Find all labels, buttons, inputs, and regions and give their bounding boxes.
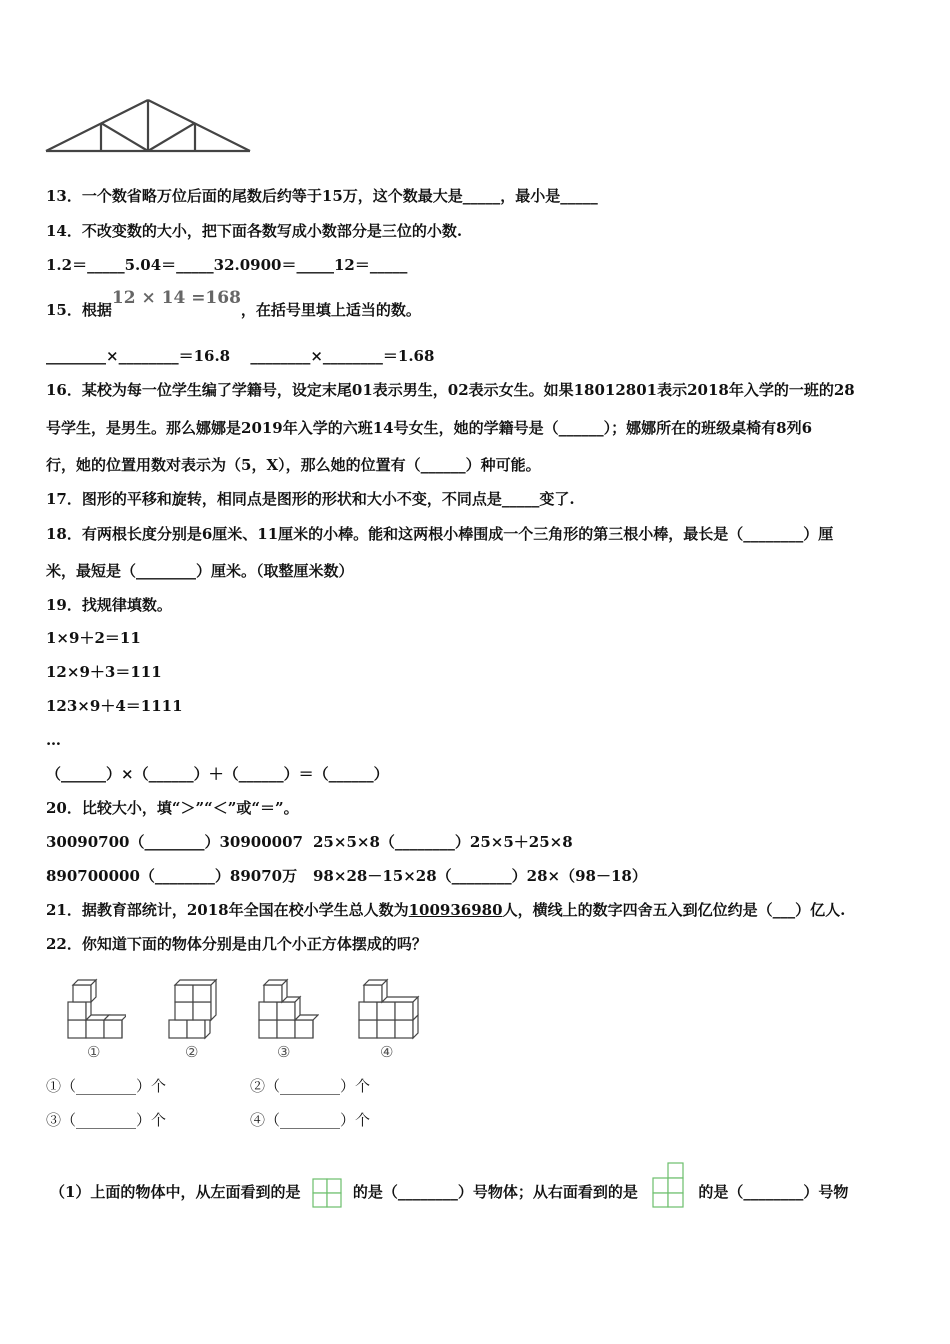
question-18-line2: 米，最短是（________）厘米。（取整厘米数） — [46, 562, 354, 580]
question-21 — [46, 900, 845, 920]
question-13: 13．一个数省略万位后面的尾数后约等于15万，这个数最大是_____，最小是_____ — [46, 187, 598, 205]
left-view-shape — [312, 1178, 342, 1208]
question-14-items: 1.2＝_____5.04＝_____32.0900＝_____12＝_____ — [46, 256, 408, 274]
cube-label-2: ② — [185, 1043, 199, 1061]
question-14: 14．不改变数的大小，把下面各数写成小数部分是三位的小数. — [46, 222, 463, 240]
q15-formula: 12 × 14 =168 — [111, 288, 241, 308]
q15-prefix: 15．根据 — [46, 301, 112, 319]
question-19-title: 19．找规律填数。 — [46, 596, 172, 614]
cube-figure-2 — [165, 972, 221, 1042]
question-20-c: 890700000（________）89070万 — [46, 867, 298, 885]
question-19-row5: （______）×（______）＋（______）＝（______） — [46, 765, 389, 783]
answer-1: ①（________）个 — [46, 1077, 167, 1095]
question-15 — [46, 288, 421, 320]
right-view-shape — [651, 1162, 685, 1208]
question-16-line1: 16．某校为每一位学生编了学籍号，设定末尾01表示男生，02表示女生。如果18012801表示2018年入学的一班的28 — [46, 381, 855, 399]
question-19-row3: 123×9＋4＝1111 — [46, 697, 183, 715]
question-19-row4: … — [46, 731, 61, 749]
q22-p1-c: 的是（________）号物 — [698, 1183, 849, 1201]
question-19-row2: 12×9＋3＝111 — [46, 663, 162, 681]
question-22-title: 22．你知道下面的物体分别是由几个小正方体摆成的吗？ — [46, 935, 427, 953]
cube-figure-4 — [355, 972, 423, 1042]
q22-p1-a: （1）上面的物体中，从左面看到的是 — [50, 1183, 301, 1201]
question-20-a: 30090700（________）30900007 — [46, 833, 303, 851]
question-20-b: 25×5×8（________）25×5＋25×8 — [313, 833, 573, 851]
question-16-line2: 号学生，是男生。那么娜娜是2019年入学的六班14号女生，她的学籍号是（______）；娜娜所在的班级桌椅有8列6 — [46, 419, 813, 437]
cube-figure-3 — [255, 972, 319, 1042]
cube-label-4: ④ — [380, 1043, 394, 1061]
q21-suffix: 人，横线上的数字四舍五入到亿位约是（___）亿人. — [502, 901, 846, 919]
question-19-row1: 1×9＋2＝11 — [46, 629, 141, 647]
answer-2: ②（________）个 — [250, 1077, 371, 1095]
question-20-d: 98×28－15×28（________）28×（98－18） — [313, 867, 647, 885]
answer-3: ③（________）个 — [46, 1111, 167, 1129]
q21-number: 100936980 — [408, 901, 503, 919]
q15-suffix: ，在括号里填上适当的数。 — [240, 301, 421, 319]
question-17: 17．图形的平移和旋转，相同点是图形的形状和大小不变，不同点是_____变了. — [46, 490, 575, 508]
answer-4: ④（________）个 — [250, 1111, 371, 1129]
q22-p1-b: 的是（________）号物体；从右面看到的是 — [352, 1183, 638, 1201]
question-20-title: 20．比较大小，填“＞”“＜”或“＝”。 — [46, 799, 299, 817]
question-18-line1: 18．有两根长度分别是6厘米、11厘米的小棒。能和这两根小棒围成一个三角形的第三根小棒，最长是（________）厘 — [46, 525, 834, 543]
question-15-blanks: ________×________＝16.8 ________×________＝1.68 — [46, 347, 435, 365]
q21-prefix: 21．据教育部统计，2018年全国在校小学生总人数为 — [46, 901, 409, 919]
cube-label-3: ③ — [277, 1043, 291, 1061]
cube-label-1: ① — [87, 1043, 101, 1061]
cube-figure-1 — [64, 972, 126, 1042]
question-22-part1 — [50, 1170, 848, 1216]
question-16-line3: 行，她的位置用数对表示为（5，X），那么她的位置有（______）种可能。 — [46, 456, 541, 474]
truss-figure — [44, 98, 254, 156]
